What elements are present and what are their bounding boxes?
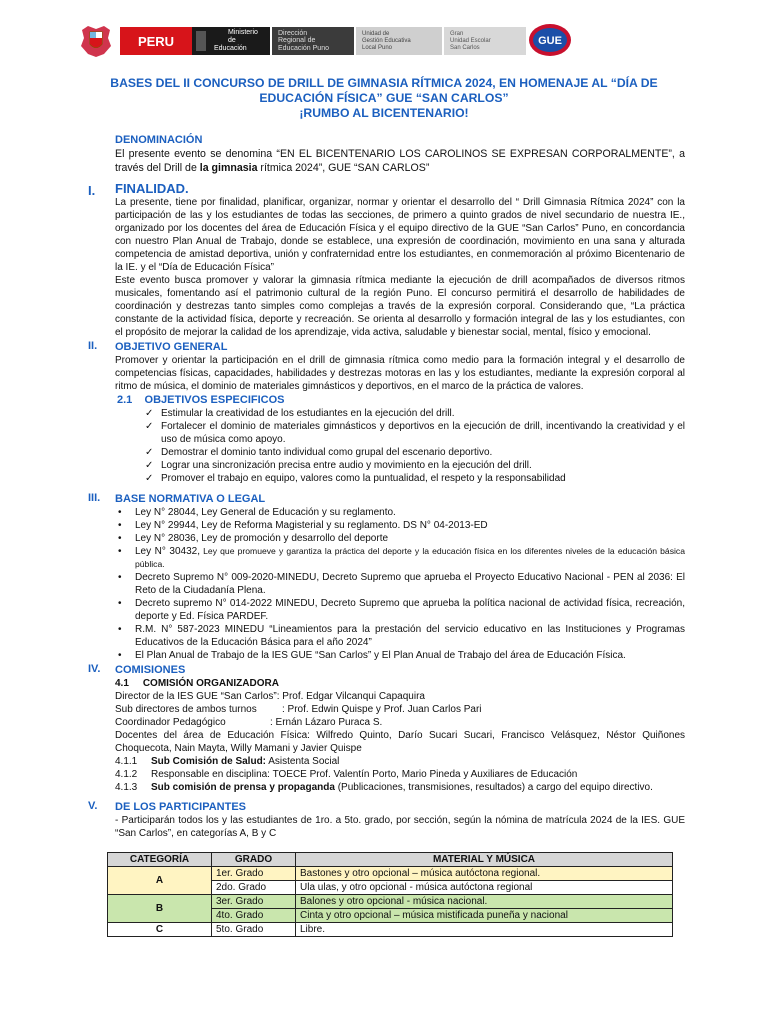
denominacion-heading: DENOMINACIÓN [115,134,203,146]
categorias-table [107,852,673,937]
title-line-1: BASES DEL II CONCURSO DE DRILL DE GIMNASIA RÍTMICA 2024, EN HOMENAJE AL “DÍA DE [110,76,658,90]
objetivo-item: ✓ Lograr una sincronización precisa entre audio y movimiento en la ejecución del drill. [115,459,685,472]
material-cell: Cinta y otro opcional – música mistificada puneña y nacional [296,909,673,923]
base-item: • Ley N° 29944, Ley de Reforma Magisterial y su reglamento. DS N° 04-2013-ED [115,519,685,532]
material-cell: Balones y otro opcional - música nacional. [296,895,673,909]
ugel-banner: Unidad de Gestión Educativa Local Puno [356,27,442,55]
base-item: • Ley N° 28036, Ley de promoción y desarrollo del deporte [115,532,685,545]
objetivo-item: ✓ Promover el trabajo en equipo, valores como la puntualidad, el respeto y la responsabilidad [115,472,685,485]
objetivo-item: ✓ Fortalecer el dominio de materiales gimnásticos y deportivos en la ejecución de drill, incentivando la creatividad y el uso de música como apoyo. [115,420,685,446]
objetivo-heading: OBJETIVO GENERAL [115,341,228,353]
grado-cell: 2do. Grado [212,881,296,895]
participantes-section [115,800,685,840]
sub-comision-prensa: 4.1.3 Sub comisión de prensa y propaganda (Publicaciones, transmisiones, resultados) a cargo del equipo directivo. [115,782,653,793]
material-cell: Libre. [296,923,673,937]
table-row [108,923,673,937]
denominacion-text: El presente evento se denomina “EN EL BICENTENARIO LOS CAROLINOS SE EXPRESAN CORPORALMENTE”, a través del Drill de la gimnasia rítmica 2024”, GUE “SAN CARLOS” [115,148,685,174]
participantes-number: V. [88,800,98,812]
ministerio-banner: Ministerio de Educación [192,27,270,55]
category-a-cell: A [108,867,212,895]
material-cell: Bastones y otro opcional – música autóctona regional. [296,867,673,881]
title-line-3: ¡RUMBO AL BICENTENARIO! [299,106,469,120]
category-c-cell: C [108,923,212,937]
gran-unidad-banner: Gran Unidad Escolar San Carlos [444,27,526,55]
docentes-text: Docentes del área de Educación Física: Wilfredo Quinto, Darío Sucari Sucari, Francisco Velásquez, Néstor Quiñones Choquecota, Nain Mayta, Willy Mamani y Javier Quispe [115,730,685,754]
base-item: • Decreto supremo N° 014-2022 MINEDU, Decreto Supremo que aprueba la política nacional de actividad física, recreación, deporte y Ed. Física PARDEF. [115,597,685,623]
objetivo-text: Promover y orientar la participación en el drill de gimnasia rítmica como medio para la formación integral y el desarrollo de competencias físicas, capacidades, habilidades y destrezas motoras en las y los estudiantes, mediante la expresión corporal al ritmo de música, el dominio de materiales gimnásticos y deportivos, en el marco de la práctica de valores. [115,355,685,392]
comision-organizadora-heading: 4.1 COMISIÓN ORGANIZADORA [115,678,279,689]
finalidad-paragraph-1: La presente, tiene por finalidad, planificar, organizar, normar y orientar el desarrollo del “ Drill Gimnasia Rítmica 2024” con la participación de las y los estudiantes de todas las secciones, de primero a quinto grados de nivel secundario de nuestra IE., organizado por los docentes del área de Educación Física y el equipo directivo de la GUE “San Carlos” Puno, en concordancia con nuestro Plan Anual de Trabajo, donde se establece, una expresión de coordinación, movimiento en una sana y alturada competencia de amistad deportiva, unión y confraternidad entre los estudiantes, en conmemoración al próximo Bicentenario de la IE. y el “Día de Educación Física” [115,197,685,273]
grado-cell: 4to. Grado [212,909,296,923]
base-section [115,492,685,662]
objetivo-section [115,340,685,485]
finalidad-number: I. [88,183,96,198]
objetivos-especificos-heading: 2.1 OBJETIVOS ESPECIFICOS [117,394,285,406]
category-b-cell: B [108,895,212,923]
finalidad-heading: FINALIDAD. [115,181,189,196]
header-grado: GRADO [212,853,296,867]
objetivos-especificos-list [115,407,685,485]
director-row: Director de la IES GUE “San Carlos” : Prof. Edgar Vilcanqui Capaquira [115,691,425,702]
gue-san-carlos-logo-icon [527,22,573,58]
subdirectores-row: Sub directores de ambos turnos : Prof. Edwin Quispe y Prof. Juan Carlos Pari [115,704,482,715]
finalidad-paragraph-2: Este evento busca promover y valorar la gimnasia rítmica mediante la ejecución de drill acompañados de diversos ritmos musicales, fomentando así el patrimonio cultural de la región Puno. El concurso permitirá el desarrollo de habilidades de coordinación y destrezas tanto simples como complejas a través de la expresión corporal. Considerando que, “La práctica constante de la actividad física, deporte y recreación. Se orienta al desarrollo y formación integral de las y los estudiantes, con el propósito de mejorar la calidad de los aprendizaje, vida activa, saludable y bienestar social, mental, físico y emocional. [115,275,685,338]
objetivo-item: ✓ Demostrar el dominio tanto individual como grupal del escenario deportivo. [115,446,685,459]
header-logos [78,24,578,58]
header-material-musica: MATERIAL Y MÚSICA [296,853,673,867]
comisiones-section [115,663,685,794]
participantes-text: - Participarán todos los y las estudiantes de 1ro. a 5to. grado, por sección, según la nómina de matrícula 2024 de la IES. GUE “San Carlos”, en categorías A, B y C [115,815,685,839]
header-categoria: CATEGORÍA [108,853,212,867]
document-title [110,76,658,121]
base-item: • El Plan Anual de Trabajo de la IES GUE “San Carlos” y El Plan Anual de Trabajo del área de Educación Física. [115,649,685,662]
denominacion-section [115,133,685,175]
sub-comision-salud: 4.1.1 Sub Comisión de Salud: Asistenta Social [115,756,340,767]
base-item-ley-30432: • Ley N° 30432, Ley que promueve y garantiza la práctica del deporte y la educación física en los diferentes niveles de la educación básica pública. [115,545,685,571]
base-item: • R.M. N° 587-2023 MINEDU “Lineamientos para la prestación del servicio educativo en las Instituciones y Programas Educativos de la Educación Básica para el año 2024” [115,623,685,649]
finalidad-section [115,182,685,339]
peru-banner: PERU [120,27,192,55]
objetivo-item: ✓ Estimular la creatividad de los estudiantes en la ejecución del drill. [115,407,685,420]
grado-cell: 5to. Grado [212,923,296,937]
title-line-2: EDUCACIÓN FÍSICA” GUE “SAN CARLOS” [259,91,509,105]
base-legal-list [115,506,685,662]
coordinador-row: Coordinador Pedagógico : Ernán Lázaro Puraca S. [115,717,383,728]
comisiones-number: IV. [88,663,101,675]
objetivo-number: II. [88,340,98,352]
responsable-disciplina: 4.1.2 Responsable en disciplina: TOECE Prof. Valentín Porto, Mario Pineda y Auxiliares de Educación [115,769,578,780]
base-number: III. [88,492,101,504]
grado-cell: 1er. Grado [212,867,296,881]
peru-coat-of-arms-icon [78,24,114,58]
base-heading: BASE NORMATIVA O LEGAL [115,493,266,505]
gue-logo-text: GUE [538,35,562,47]
table-header-row [108,853,673,867]
table-row [108,895,673,909]
table-row [108,867,673,881]
material-cell: Ula ulas, y otro opcional - música autóctona regional [296,881,673,895]
base-item: • Decreto Supremo N° 009-2020-MINEDU, Decreto Supremo que aprueba el Proyecto Educativo Nacional - PEN al 2036: El Reto de la Ciudadanía Plena. [115,571,685,597]
comisiones-heading: COMISIONES [115,664,186,676]
direccion-regional-banner: Dirección Regional de Educación Puno [272,27,354,55]
base-item: • Ley N° 28044, Ley General de Educación y su reglamento. [115,506,685,519]
participantes-heading: DE LOS PARTICIPANTES [115,801,246,813]
grado-cell: 3er. Grado [212,895,296,909]
